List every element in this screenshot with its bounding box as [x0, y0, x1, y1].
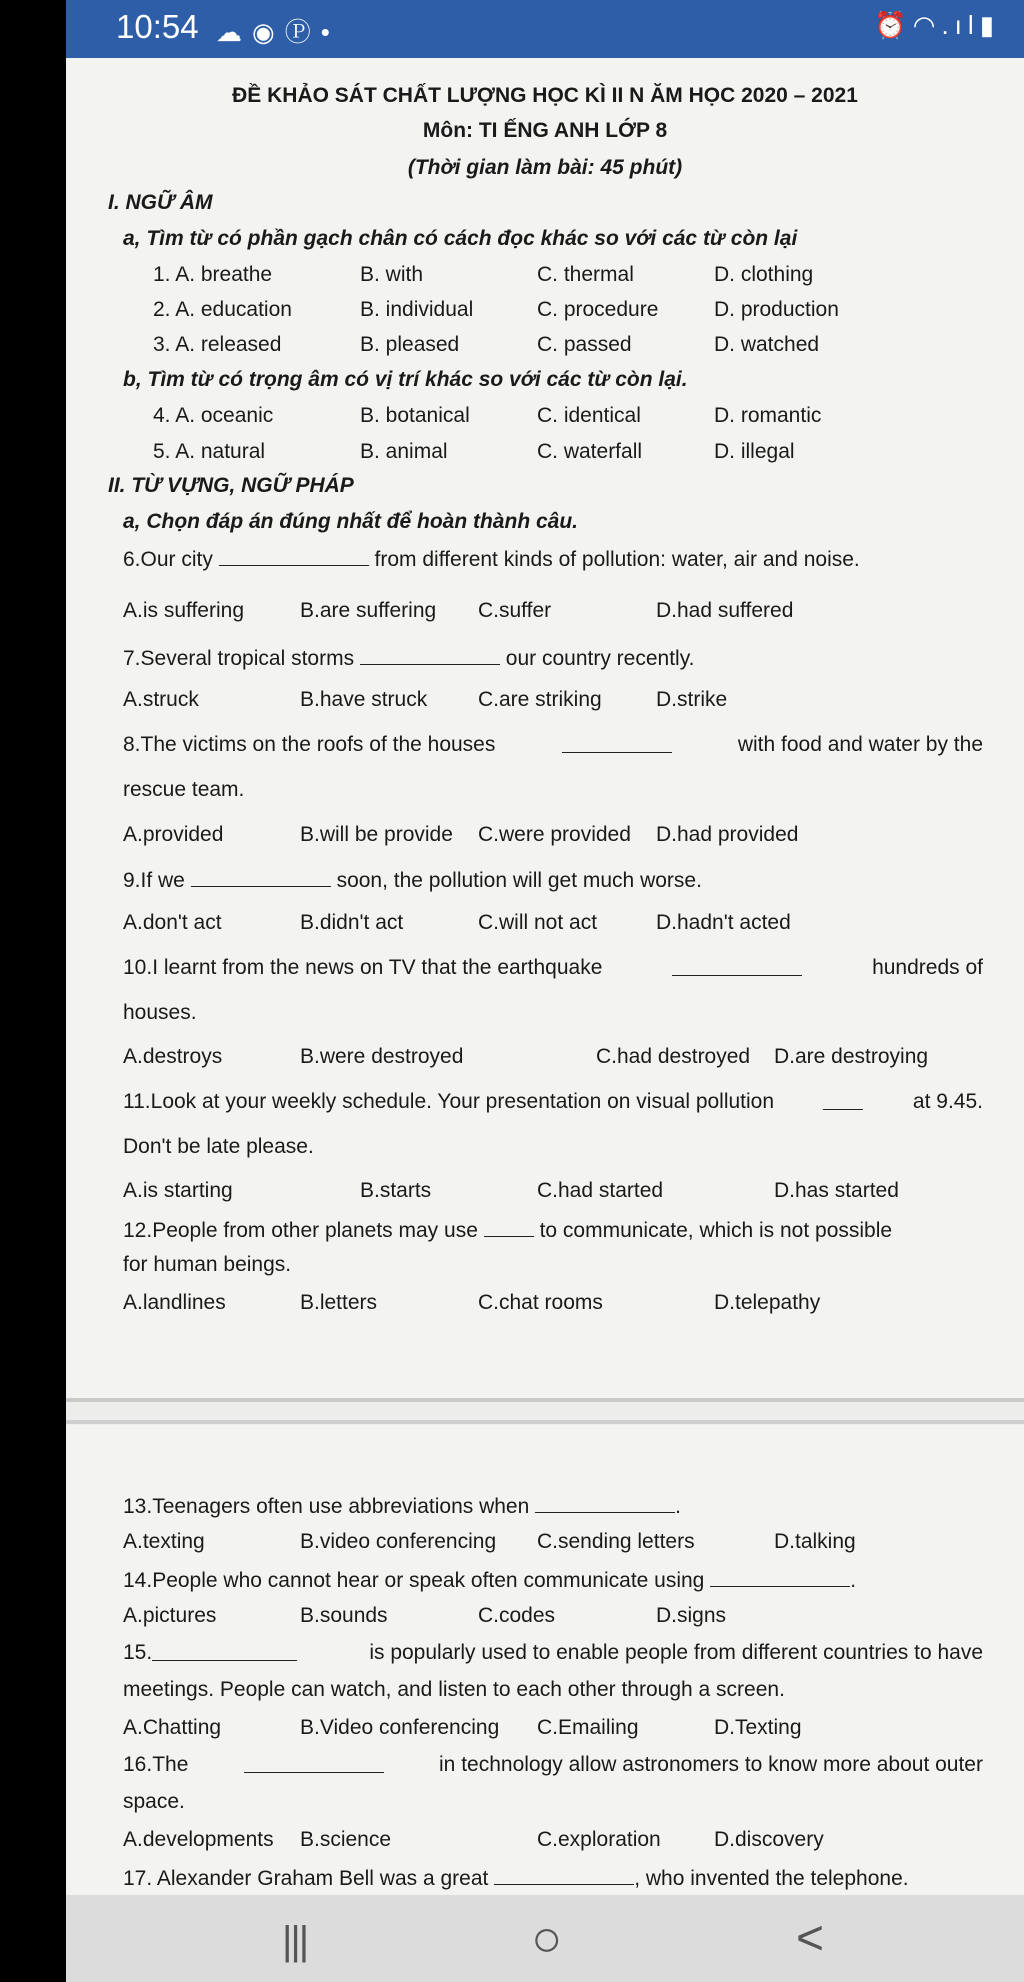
option-b: B.science: [300, 1828, 392, 1851]
battery-icon: ▮: [979, 10, 1000, 40]
option-d: D. watched: [714, 333, 820, 356]
option-a: A.landlines: [123, 1291, 226, 1314]
option-c: C. identical: [537, 404, 641, 427]
question-10: [123, 955, 983, 981]
question-6: [123, 545, 860, 573]
option-b: B. individual: [360, 298, 474, 321]
part-a-instruction: a, Tìm từ có phần gạch chân có cách đọc khác so với các từ còn lại: [123, 227, 798, 250]
question-text: at 9.45.: [912, 1090, 983, 1113]
question-text: is popularly used to enable people from different countries to have: [369, 1641, 983, 1664]
question-text: 16.The: [123, 1753, 189, 1776]
section-heading: I. NGỮ ÂM: [108, 191, 213, 214]
home-button[interactable]: ○: [531, 1910, 563, 1968]
pinterest-icon: Ⓟ: [284, 17, 321, 47]
question-continuation: for human beings.: [123, 1253, 292, 1276]
question-text: 9.If we: [123, 869, 185, 892]
question-text: soon, the pollution will get much worse.: [336, 869, 702, 892]
option-b: B.are suffering: [300, 599, 437, 622]
option-a: A.destroys: [123, 1045, 223, 1068]
option-c: C. passed: [537, 333, 632, 356]
option-d: D. romantic: [714, 404, 822, 427]
question-text: from different kinds of pollution: water, air and noise.: [374, 548, 860, 571]
exam-title: ĐỀ KHẢO SÁT CHẤT LƯỢNG HỌC KÌ II N ĂM HỌC 2020 – 2021: [232, 84, 858, 107]
answer-blank: [244, 1752, 384, 1773]
option-a: 3. A. released: [153, 333, 282, 356]
alarm-icon: ⏰: [874, 10, 913, 40]
question-text: 10.I learnt from the news on TV that the earthquake: [123, 956, 603, 979]
option-a: A.is starting: [123, 1179, 233, 1202]
question-17: [123, 1864, 909, 1892]
question-text: 12.People from other planets may use: [123, 1219, 478, 1242]
option-b: B.didn't act: [300, 911, 404, 934]
option-c: C.Emailing: [537, 1716, 639, 1739]
option-a: 2. A. education: [153, 298, 292, 321]
option-d: D.are destroying: [774, 1045, 929, 1068]
answer-blank: [494, 1864, 634, 1885]
question-continuation: Don't be late please.: [123, 1135, 314, 1158]
option-a: A.texting: [123, 1530, 205, 1553]
question-text: our country recently.: [505, 647, 695, 670]
system-icons: [874, 10, 1000, 41]
option-d: D.had suffered: [656, 599, 794, 622]
option-b: B.video conferencing: [300, 1530, 497, 1553]
option-b: B.have struck: [300, 688, 428, 711]
recents-button[interactable]: |||: [282, 1919, 308, 1963]
option-d: D.telepathy: [714, 1291, 821, 1314]
option-c: C.exploration: [537, 1828, 661, 1851]
question-text: 11.Look at your weekly schedule. Your presentation on visual pollution: [123, 1090, 775, 1113]
exam-subject: Môn: TI ẾNG ANH LỚP 8: [422, 119, 668, 142]
option-d: D.had provided: [656, 823, 799, 846]
question-continuation: space.: [123, 1790, 185, 1813]
question-text: 8.The victims on the roofs of the houses: [123, 733, 496, 756]
option-c: C.had destroyed: [596, 1045, 751, 1068]
option-a: 4. A. oceanic: [153, 404, 274, 427]
option-d: D.Texting: [714, 1716, 802, 1739]
dot-icon: •: [320, 17, 340, 47]
question-8: [123, 732, 983, 758]
option-c: C.were provided: [478, 823, 631, 846]
exam-duration: (Thời gian làm bài: 45 phút): [407, 156, 683, 179]
page-divider: [66, 1420, 1024, 1424]
option-b: B. animal: [360, 440, 448, 463]
answer-blank: [672, 955, 802, 976]
answer-blank: [360, 644, 500, 665]
status-bar: [66, 0, 1024, 58]
option-d: D. clothing: [714, 263, 814, 286]
wifi-icon: ◠: [912, 10, 942, 40]
option-c: C.are striking: [478, 688, 602, 711]
option-a: A.is suffering: [123, 599, 245, 622]
option-c: C.suffer: [478, 599, 552, 622]
option-b: B.letters: [300, 1291, 378, 1314]
option-b: B. botanical: [360, 404, 470, 427]
option-d: D.talking: [774, 1530, 856, 1553]
answer-blank: [484, 1216, 534, 1237]
question-continuation: meetings. People can watch, and listen to each other through a screen.: [123, 1678, 785, 1701]
option-c: C. procedure: [537, 298, 659, 321]
question-text: 15.: [123, 1641, 153, 1664]
part-a-instruction: a, Chọn đáp án đúng nhất để hoàn thành câu.: [123, 510, 578, 533]
option-a: 1. A. breathe: [153, 263, 273, 286]
question-text: .: [850, 1569, 857, 1592]
question-11: [123, 1089, 983, 1115]
question-continuation: houses.: [123, 1001, 197, 1024]
option-b: B.will be provide: [300, 823, 453, 846]
chrome-icon: ◉: [252, 17, 285, 47]
question-text: 14.People who cannot hear or speak often communicate using: [123, 1569, 705, 1592]
navigation-bar: [66, 1895, 1024, 1982]
option-d: D.discovery: [714, 1828, 824, 1851]
option-d: D.signs: [656, 1604, 727, 1627]
question-12: [123, 1216, 892, 1244]
clock: 10:54: [116, 8, 199, 45]
answer-blank: [191, 866, 331, 887]
question-text: .: [675, 1495, 681, 1518]
notification-icons: [216, 12, 340, 49]
option-a: A.pictures: [123, 1604, 217, 1627]
option-a: A.don't act: [123, 911, 222, 934]
option-d: D. illegal: [714, 440, 795, 463]
option-a: A.Chatting: [123, 1716, 222, 1739]
option-c: C.will not act: [478, 911, 598, 934]
question-13: [123, 1492, 681, 1520]
question-text: 13.Teenagers often use abbreviations when: [123, 1495, 530, 1518]
option-d: D.hadn't acted: [656, 911, 791, 934]
question-7: [123, 644, 694, 672]
answer-blank: [562, 732, 672, 753]
question-text: 6.Our city: [123, 548, 213, 571]
option-c: C.sending letters: [537, 1530, 695, 1553]
option-c: C. waterfall: [537, 440, 643, 463]
answer-blank: [535, 1492, 675, 1513]
option-c: C.codes: [478, 1604, 556, 1627]
option-a: A.struck: [123, 688, 199, 711]
question-text: hundreds of: [872, 956, 983, 979]
option-a: A.developments: [123, 1828, 274, 1851]
back-button[interactable]: <: [796, 1912, 825, 1965]
option-d: D.strike: [656, 688, 728, 711]
page-divider: [66, 1398, 1024, 1402]
option-a: A.provided: [123, 823, 224, 846]
question-continuation: rescue team.: [123, 778, 245, 801]
question-9: [123, 866, 702, 894]
option-b: B.Video conferencing: [300, 1716, 500, 1739]
question-16: [123, 1752, 983, 1778]
section-heading: II. TỪ VỰNG, NGỮ PHÁP: [108, 474, 354, 497]
option-a: 5. A. natural: [153, 440, 266, 463]
option-c: C. thermal: [537, 263, 634, 286]
option-c: C.had started: [537, 1179, 664, 1202]
option-b: B. with: [360, 263, 424, 286]
answer-blank: [219, 545, 369, 566]
option-c: C.chat rooms: [478, 1291, 603, 1314]
question-text: in technology allow astronomers to know more about outer: [439, 1753, 983, 1776]
signal-icon: .ıl: [941, 10, 980, 40]
question-15: [123, 1640, 983, 1666]
question-text: 17. Alexander Graham Bell was a great: [123, 1867, 489, 1890]
question-14: [123, 1566, 856, 1594]
question-prefix: [123, 1640, 297, 1666]
question-text: to communicate, which is not possible: [539, 1219, 893, 1242]
question-text: , who invented the telephone.: [634, 1867, 909, 1890]
answer-blank: [710, 1566, 850, 1587]
answer-blank: [152, 1640, 297, 1661]
option-b: B.were destroyed: [300, 1045, 464, 1068]
part-b-instruction: b, Tìm từ có trọng âm có vị trí khác so với các từ còn lại.: [123, 368, 688, 391]
question-text: with food and water by the: [737, 733, 983, 756]
option-b: B.starts: [360, 1179, 432, 1202]
question-text: 7.Several tropical storms: [123, 647, 355, 670]
option-b: B.sounds: [300, 1604, 388, 1627]
option-b: B. pleased: [360, 333, 460, 356]
option-d: D. production: [714, 298, 839, 321]
answer-blank: [823, 1089, 863, 1110]
option-d: D.has started: [774, 1179, 899, 1202]
cloud-icon: ☁: [216, 17, 252, 47]
